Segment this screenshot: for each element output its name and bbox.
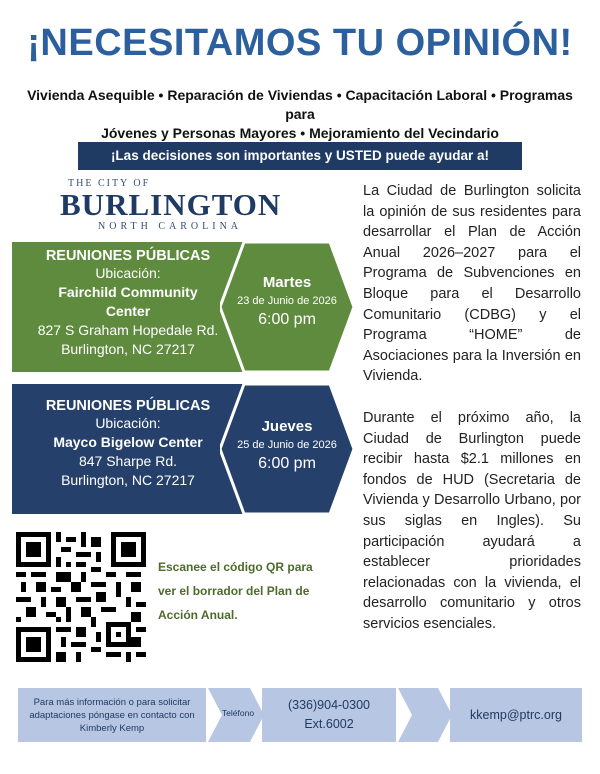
meeting-1-date: 23 de Junio de 2026: [237, 295, 337, 307]
footer-info-text: Para más información o para solicitar adaptaciones póngase en contacto con Kimberly Kemp: [29, 696, 195, 734]
footer-phone-ext: Ext.6002: [304, 717, 354, 731]
footer-email[interactable]: [450, 688, 582, 742]
meeting-1-day: Martes: [262, 274, 312, 291]
logo-line-3: NORTH CAROLINA: [98, 221, 243, 232]
meeting-1-address-1: 827 S Graham Hopedale Rd.: [37, 322, 219, 338]
footer-phone-number[interactable]: (336)904-0300: [287, 698, 370, 712]
qr-caption-line-1: Escanee el código QR para: [158, 560, 313, 574]
footer-phone[interactable]: [262, 688, 396, 742]
qr-caption-line-2: ver el borrador del Plan de: [158, 584, 310, 598]
meeting-1-address-2: Burlington, NC 27217: [61, 341, 195, 357]
chevron-right-icon-2: [398, 688, 452, 742]
city-logo: [60, 178, 295, 238]
meeting-1-location-label: Ubicación:: [95, 265, 161, 281]
meeting-1-time: 6:00 pm: [258, 311, 316, 328]
subhead-line-2: Jóvenes y Personas Mayores • Mejoramiento del Vecindario: [101, 125, 499, 141]
meeting-1-venue-2: Center: [105, 303, 151, 319]
meeting-1-date-panel: [220, 242, 354, 372]
subheadline: [20, 86, 580, 143]
headline: ¡NECESITAMOS TU OPINIÓN!: [27, 22, 573, 64]
meeting-2-date-panel: [220, 384, 354, 514]
callout-banner: ¡Las decisiones son importantes y USTED puede ayudar a!: [78, 142, 522, 170]
footer-phone-chevron: [208, 688, 264, 742]
meeting-2-venue-1: Mayco Bigelow Center: [53, 434, 203, 450]
meeting-2-time: 6:00 pm: [258, 455, 316, 472]
meeting-2-location-panel: [12, 384, 244, 514]
body-paragraph-2: Durante el próximo año, la Ciudad de Burlington puede recibir hasta $2.1 millones en fondos de HUD (Secretaria de Vivienda y Desarrollo Urbano, por sus siglas en Ingles). Su participación ayudará a establecer prioridades relacionadas con la vivienda, el desarrollo comunitario y otros servicios esenciales.: [363, 409, 581, 632]
subhead-line-1: Vivienda Asequible • Reparación de Viviendas • Capacitación Laboral • Programas para: [27, 87, 573, 122]
meeting-2-title: REUNIONES PÚBLICAS: [45, 398, 211, 414]
footer-info: [18, 688, 206, 742]
body-text: [363, 181, 581, 655]
meeting-2-location-label: Ubicación:: [95, 415, 161, 431]
meeting-2-date: 25 de Junio de 2026: [237, 439, 337, 451]
logo-line-1: THE CITY OF: [68, 178, 151, 189]
footer-email-link[interactable]: kkemp@ptrc.org: [470, 708, 562, 722]
meeting-2-address-2: Burlington, NC 27217: [61, 472, 195, 488]
meeting-2-address-1: 847 Sharpe Rd.: [78, 453, 178, 469]
body-paragraph-1: La Ciudad de Burlington solicita la opinión de sus residentes para desarrollar el Plan de Acción Anual 2026–2027 para el Programa de Subvenciones en Bloque para el Desarrollo Comunitario (CDBG) y el Programa “HOME” de Asociaciones para la Inversión en Vivienda.: [363, 183, 581, 385]
meeting-1-venue-1: Fairchild Community: [58, 284, 198, 300]
qr-caption: [158, 555, 338, 627]
meeting-1-title: REUNIONES PÚBLICAS: [45, 248, 211, 264]
qr-code-icon[interactable]: [16, 532, 146, 662]
meeting-1-location-panel: [12, 242, 244, 372]
qr-caption-line-3: Acción Anual.: [158, 608, 238, 622]
footer-email-chevron: [398, 688, 452, 742]
footer-phone-label: Teléfono: [221, 708, 255, 718]
logo-line-2: BURLINGTON: [60, 187, 282, 222]
meeting-2-day: Jueves: [261, 418, 313, 435]
